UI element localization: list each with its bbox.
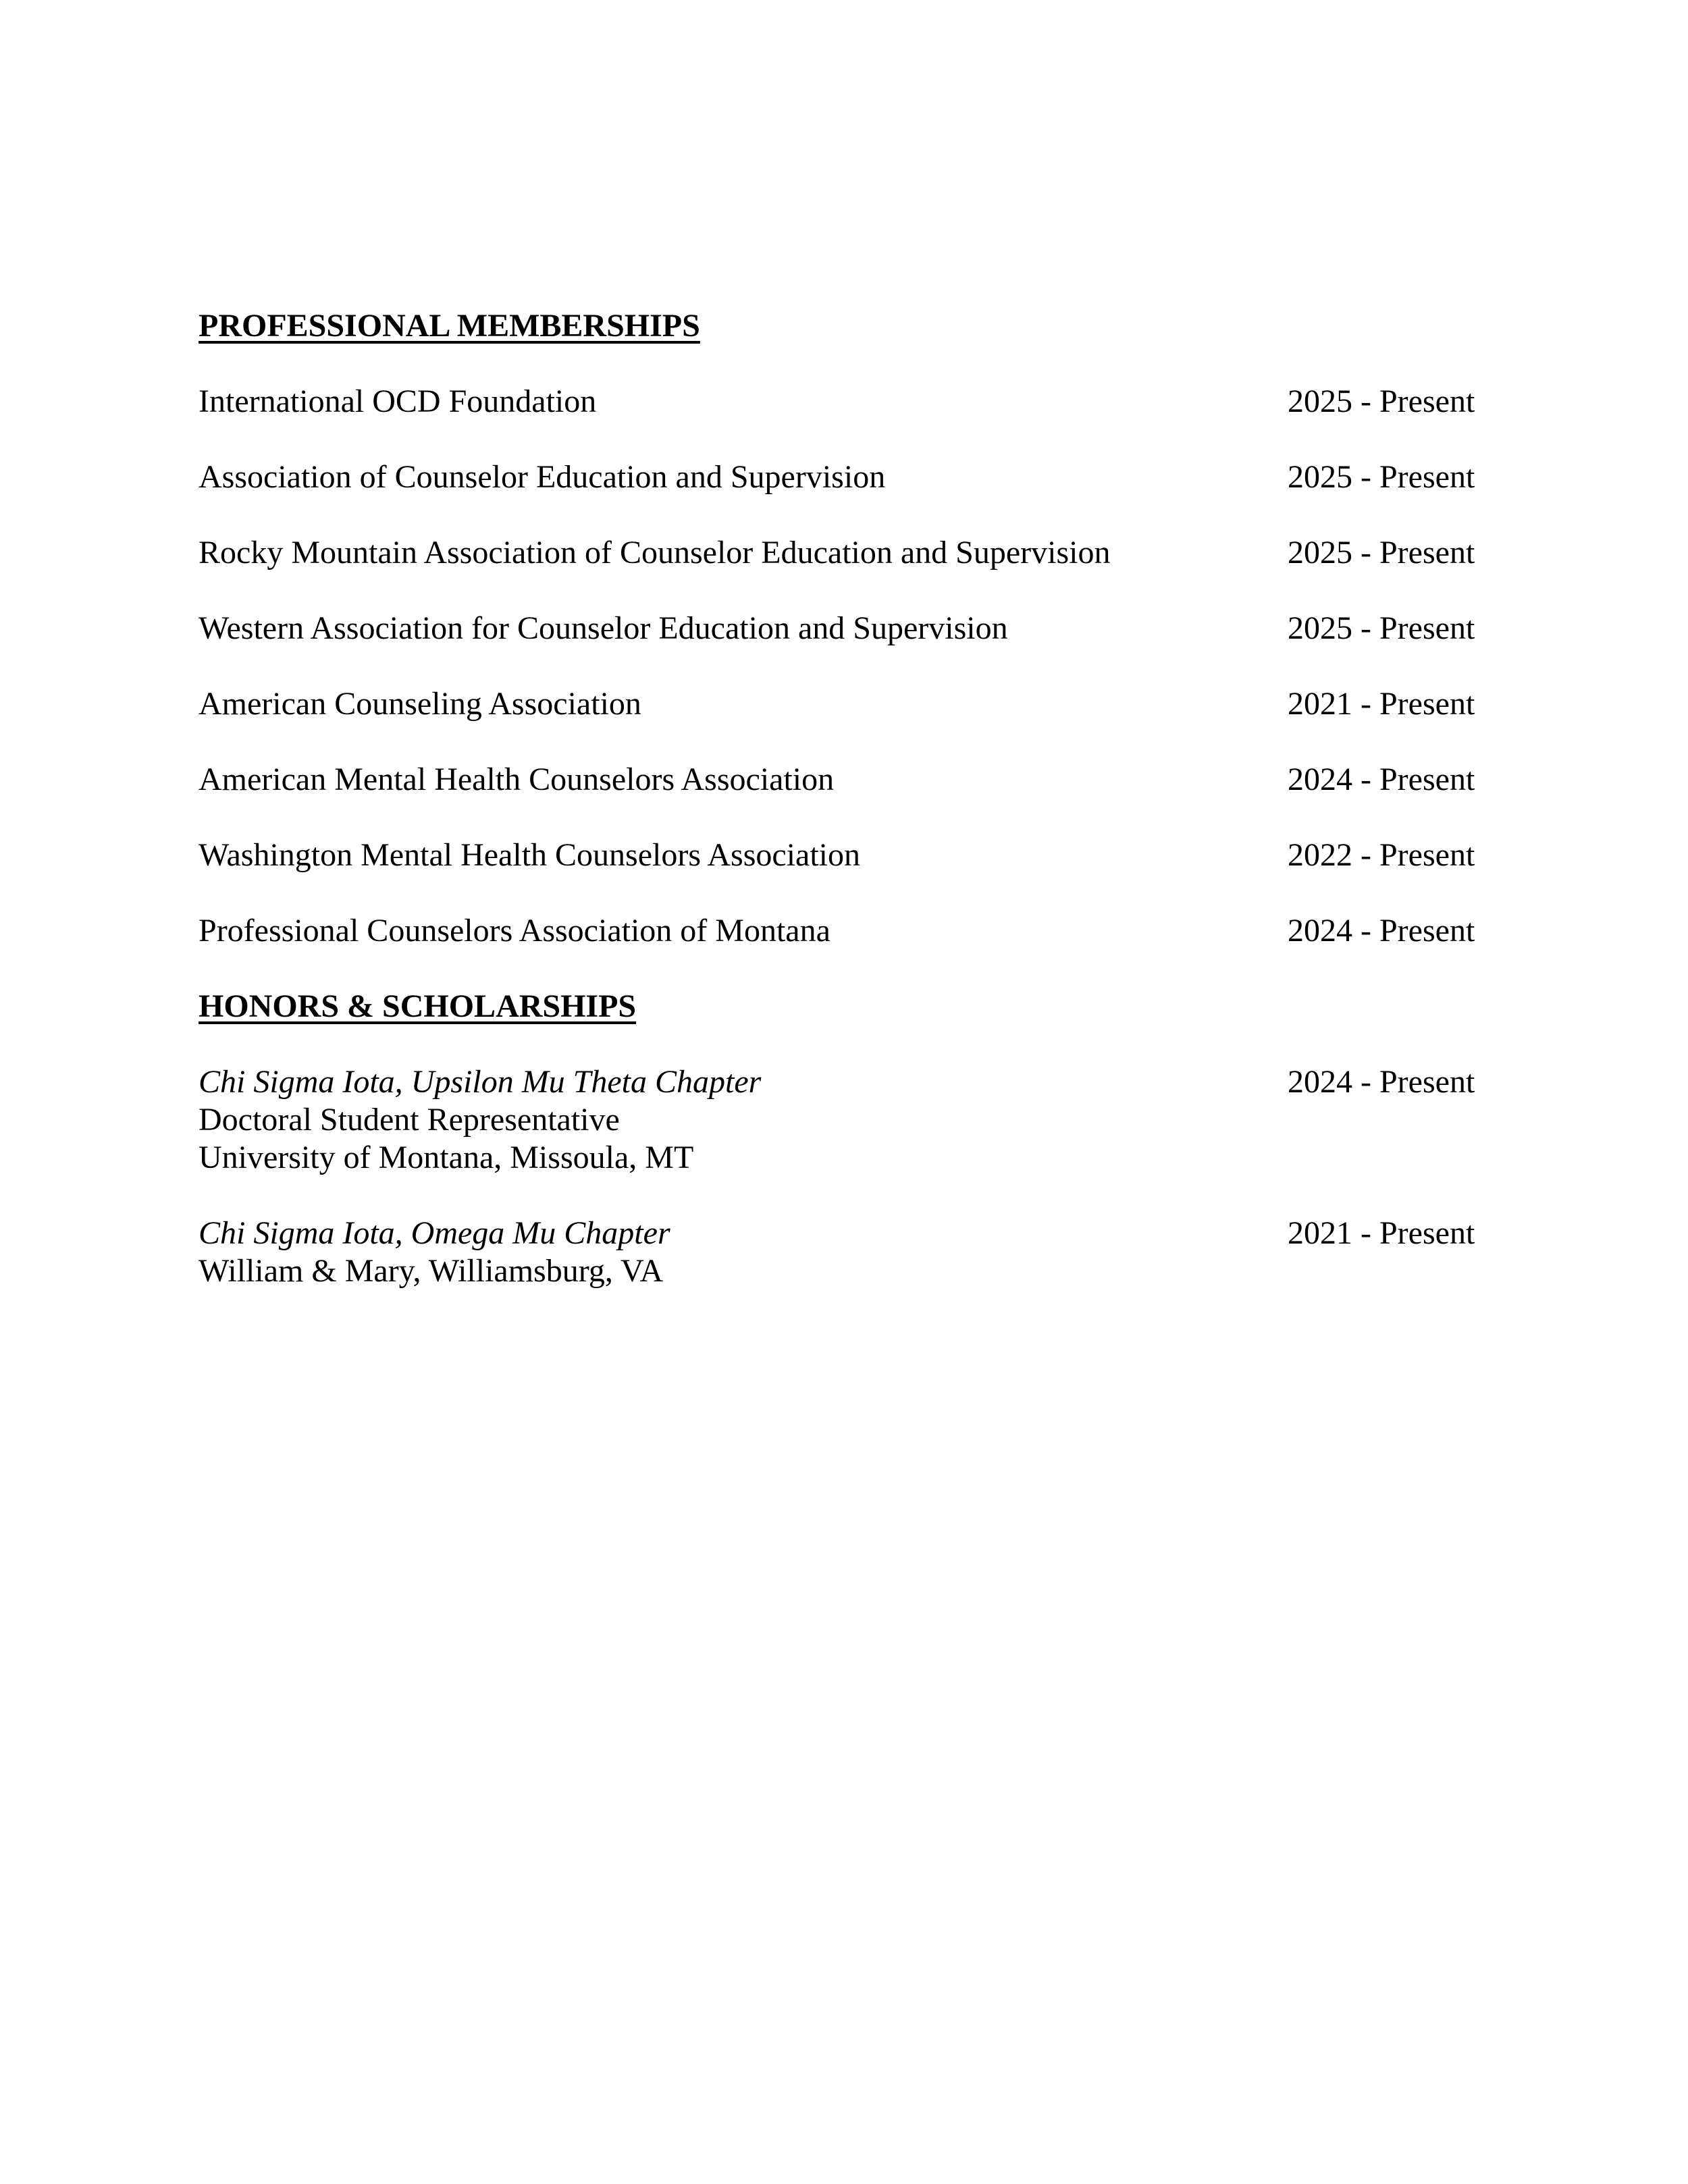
- membership-row: [199, 685, 1481, 723]
- honor-role: Doctoral Student Representative: [199, 1102, 620, 1138]
- membership-dates: 2025 - Present: [1288, 610, 1475, 646]
- membership-dates: 2025 - Present: [1288, 459, 1475, 495]
- honors-heading: HONORS & SCHOLARSHIPS: [199, 988, 637, 1024]
- membership-row: [199, 761, 1481, 799]
- membership-name: American Mental Health Counselors Association: [199, 762, 835, 797]
- membership-name: Rocky Mountain Association of Counselor Education and Supervision: [199, 535, 1111, 570]
- membership-dates: 2024 - Present: [1288, 762, 1475, 797]
- honor-entry: [199, 1215, 1481, 1290]
- honor-location: University of Montana, Missoula, MT: [199, 1140, 694, 1175]
- membership-dates: 2025 - Present: [1288, 535, 1475, 570]
- honor-dates: 2024 - Present: [1288, 1064, 1475, 1100]
- membership-name: American Counseling Association: [199, 686, 641, 722]
- membership-dates: 2025 - Present: [1288, 383, 1475, 419]
- membership-row: [199, 534, 1481, 572]
- honor-dates: 2021 - Present: [1288, 1215, 1475, 1251]
- memberships-list: [199, 383, 1481, 950]
- membership-dates: 2021 - Present: [1288, 686, 1475, 722]
- honors-list: [199, 1063, 1481, 1290]
- membership-row: [199, 836, 1481, 874]
- membership-row: [199, 912, 1481, 950]
- cv-content: [199, 307, 1481, 1290]
- honor-title: Chi Sigma Iota, Omega Mu Chapter: [199, 1215, 670, 1251]
- membership-name: International OCD Foundation: [199, 383, 597, 419]
- membership-dates: 2022 - Present: [1288, 837, 1475, 873]
- honor-title: Chi Sigma Iota, Upsilon Mu Theta Chapter: [199, 1064, 762, 1100]
- membership-row: [199, 458, 1481, 496]
- membership-name: Washington Mental Health Counselors Association: [199, 837, 861, 873]
- memberships-heading: PROFESSIONAL MEMBERSHIPS: [199, 308, 700, 344]
- membership-name: Western Association for Counselor Education and Supervision: [199, 610, 1008, 646]
- honor-entry: [199, 1063, 1481, 1177]
- membership-dates: 2024 - Present: [1288, 913, 1475, 949]
- honor-location: William & Mary, Williamsburg, VA: [199, 1253, 664, 1289]
- membership-name: Association of Counselor Education and Supervision: [199, 459, 886, 495]
- membership-row: [199, 383, 1481, 421]
- membership-row: [199, 610, 1481, 647]
- membership-name: Professional Counselors Association of Montana: [199, 913, 830, 949]
